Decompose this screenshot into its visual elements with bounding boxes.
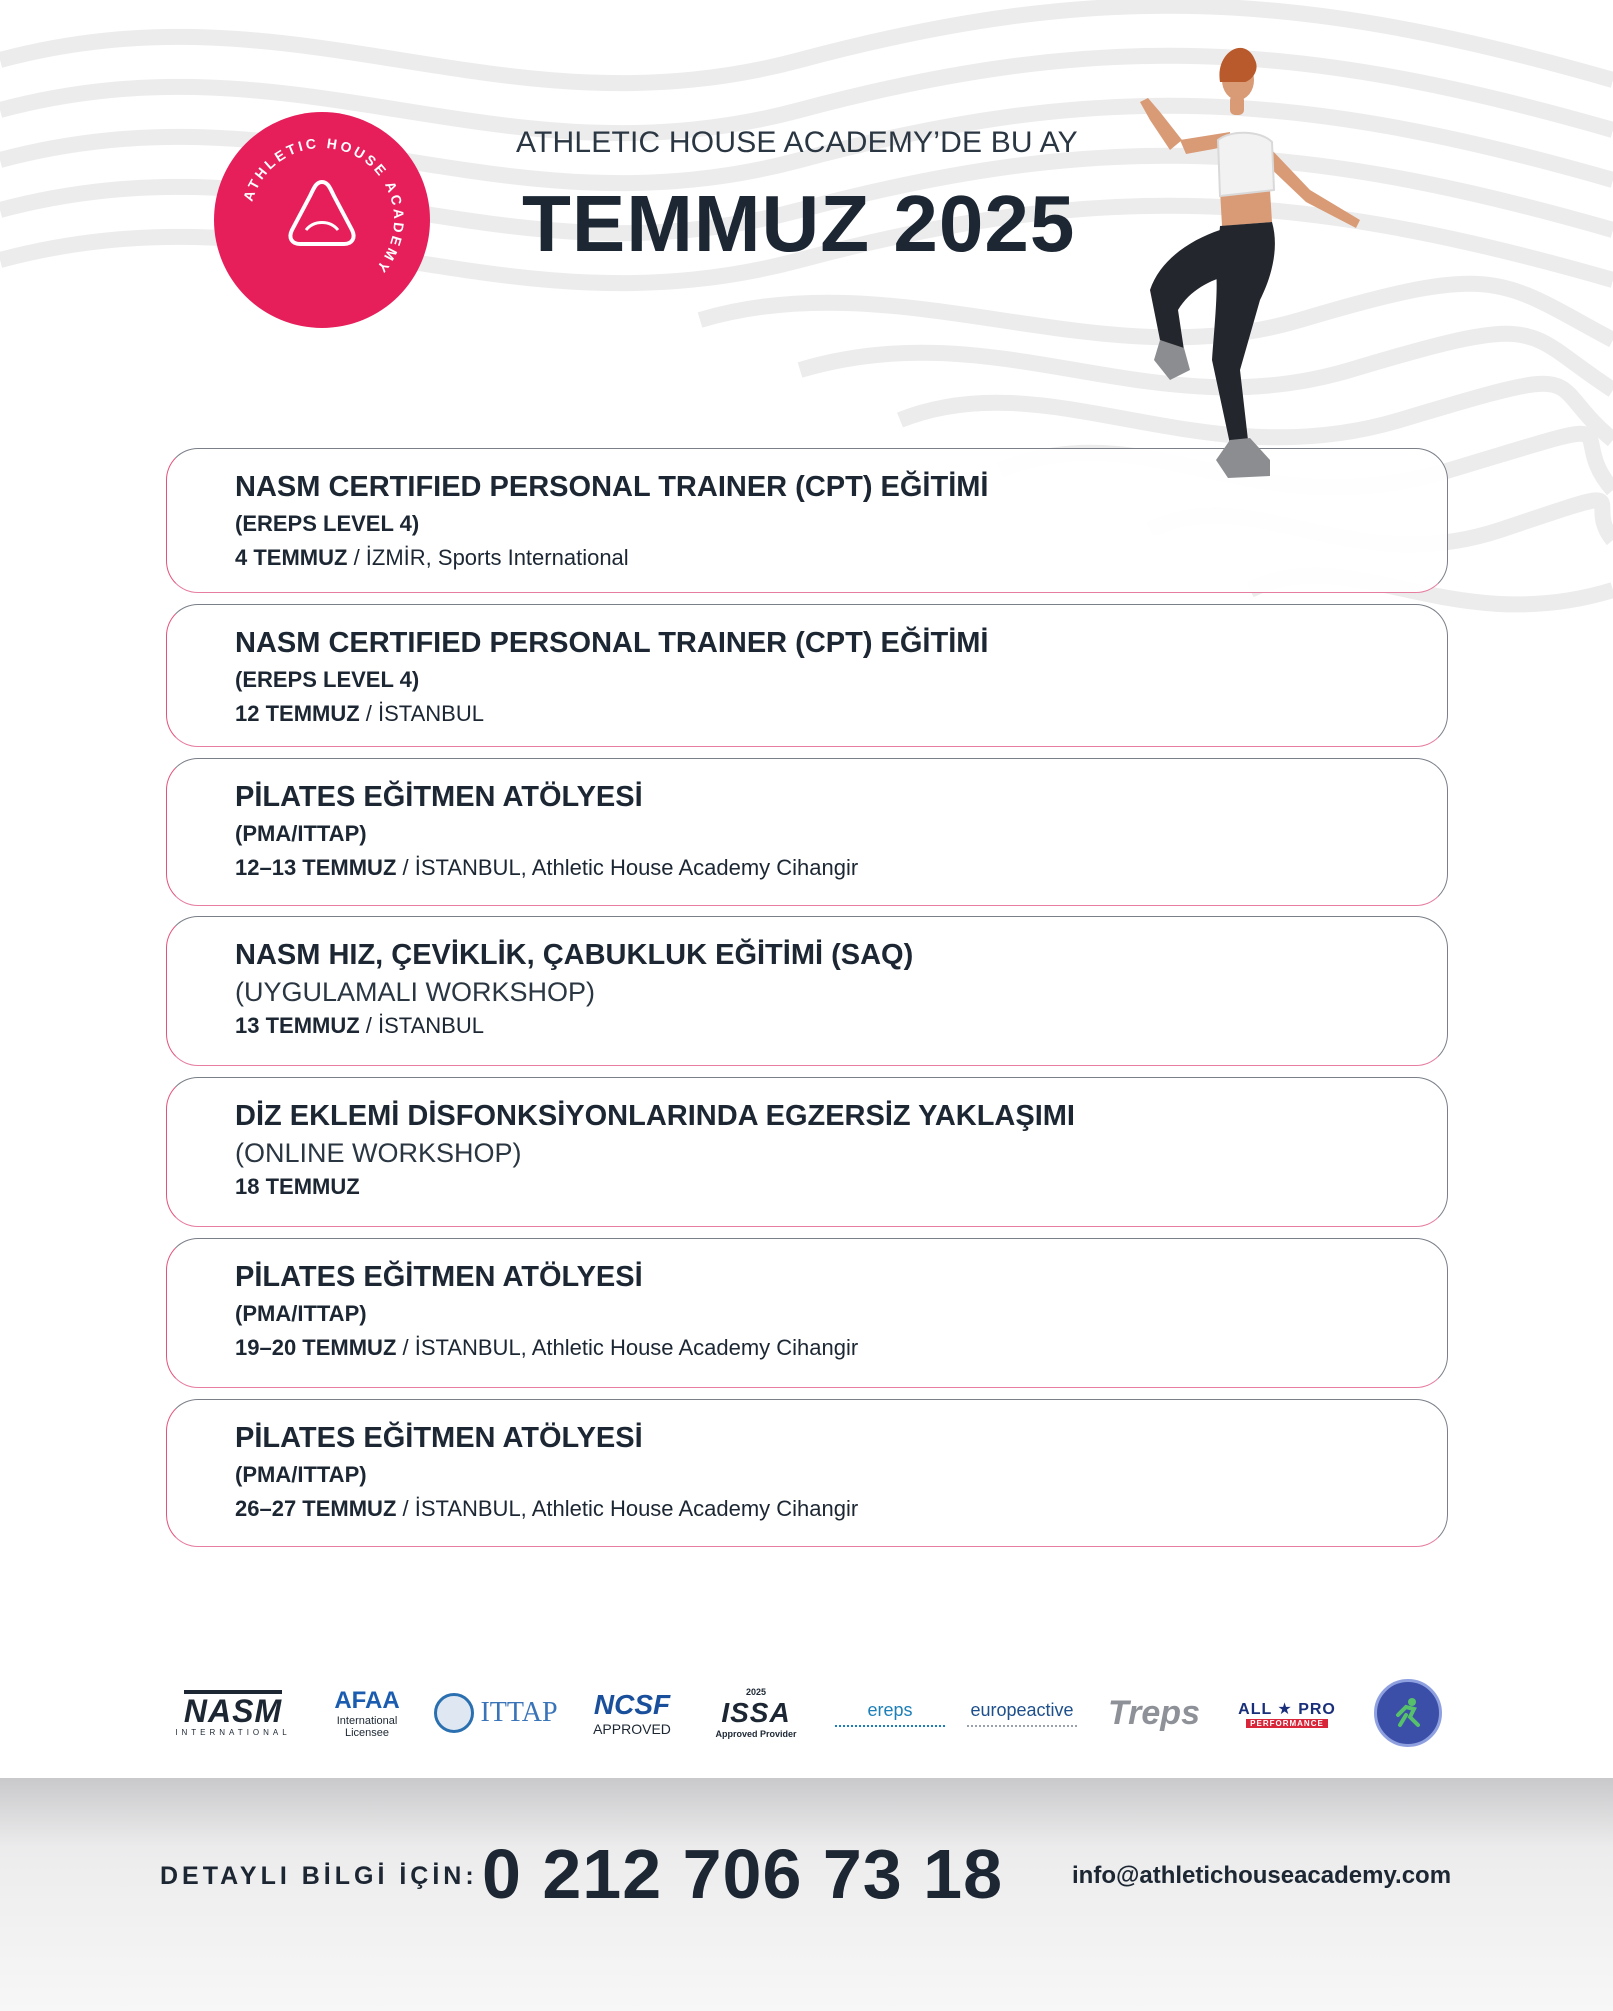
event-subtitle: (PMA/ITTAP) xyxy=(235,821,367,846)
event-title: NASM CERTIFIED PERSONAL TRAINER (CPT) EĞİTİMİ xyxy=(235,627,989,659)
event-card[interactable] xyxy=(166,1238,1448,1388)
svg-text:ATHLETIC HOUSE ACADEMY xyxy=(240,135,408,278)
page-title: TEMMUZ 2025 xyxy=(522,179,1076,268)
logo-text: ATHLETIC HOUSE ACADEMY xyxy=(239,134,408,278)
event-title: PİLATES EĞİTMEN ATÖLYESİ xyxy=(235,1261,643,1293)
event-date-line xyxy=(235,1170,1447,1204)
event-date: 19–20 TEMMUZ xyxy=(235,1335,397,1360)
event-subtitle: (PMA/ITTAP) xyxy=(235,1301,367,1326)
event-date-line xyxy=(235,1009,1447,1043)
partner-logos xyxy=(0,1648,1613,1778)
event-date: 18 TEMMUZ xyxy=(235,1174,360,1199)
contact-email[interactable]: info@athletichouseacademy.com xyxy=(1072,1862,1452,1889)
event-subtitle: (UYGULAMALI WORKSHOP) xyxy=(235,977,596,1007)
event-date-line xyxy=(235,851,1447,885)
contact-phone[interactable]: 0 212 706 73 18 xyxy=(482,1835,1004,1913)
event-location: / İSTANBUL, Athletic House Academy Cihangir xyxy=(396,1335,859,1360)
contact-label: DETAYLI BİLGİ İÇİN: xyxy=(160,1862,478,1890)
ncsf-logo: NCSF APPROVED xyxy=(593,1689,671,1737)
athlete-image xyxy=(1120,40,1520,600)
ereps-logo: ereps xyxy=(830,1648,950,1778)
academy-logo xyxy=(214,112,430,328)
triangle-icon xyxy=(290,182,353,244)
event-card[interactable] xyxy=(166,604,1448,747)
event-card[interactable] xyxy=(166,758,1448,906)
event-date-line xyxy=(235,1492,1447,1526)
event-date-line xyxy=(235,697,1447,731)
ittap-logo: ITTAP xyxy=(428,1648,564,1778)
event-location: / İSTANBUL, Athletic House Academy Cihangir xyxy=(396,1496,859,1521)
event-date-line xyxy=(235,1331,1447,1365)
globe-icon xyxy=(434,1693,474,1733)
runner-icon xyxy=(1390,1695,1426,1731)
event-location: / İSTANBUL xyxy=(359,1013,484,1038)
event-title: NASM HIZ, ÇEVİKLİK, ÇABUKLUK EĞİTİMİ (SAQ) xyxy=(235,939,914,971)
event-card[interactable] xyxy=(166,1399,1448,1547)
event-title: PİLATES EĞİTMEN ATÖLYESİ xyxy=(235,781,643,813)
event-date: 12–13 TEMMUZ xyxy=(235,855,397,880)
association-seal xyxy=(1368,1648,1448,1778)
event-title: NASM CERTIFIED PERSONAL TRAINER (CPT) EĞİTİMİ xyxy=(235,471,989,503)
event-title: DİZ EKLEMİ DİSFONKSİYONLARINDA EGZERSİZ YAKLAŞIMI xyxy=(235,1100,1075,1132)
event-card[interactable] xyxy=(166,1077,1448,1227)
event-location: / İSTANBUL, Athletic House Academy Cihangir xyxy=(396,855,859,880)
allpro-logo: ALL ★ PRO PERFORMANCE xyxy=(1238,1700,1336,1728)
event-title: PİLATES EĞİTMEN ATÖLYESİ xyxy=(235,1422,643,1454)
afaa-logo: AFAA International Licensee xyxy=(334,1687,400,1739)
event-subtitle: (EREPS LEVEL 4) xyxy=(235,667,420,692)
event-date: 13 TEMMUZ xyxy=(235,1013,360,1038)
event-location: / İSTANBUL xyxy=(359,701,484,726)
header-subtitle: ATHLETIC HOUSE ACADEMY’DE BU AY xyxy=(516,126,1078,159)
event-subtitle: (PMA/ITTAP) xyxy=(235,1462,367,1487)
event-date: 26–27 TEMMUZ xyxy=(235,1496,397,1521)
event-card[interactable] xyxy=(166,916,1448,1066)
issa-logo: 2025 ISSA Approved Provider xyxy=(715,1687,797,1739)
event-date: 4 TEMMUZ xyxy=(235,545,348,570)
europeactive-logo: europeactive xyxy=(962,1648,1082,1778)
treps-logo: Treps xyxy=(1108,1693,1200,1732)
event-subtitle: (EREPS LEVEL 4) xyxy=(235,511,420,536)
event-subtitle: (ONLINE WORKSHOP) xyxy=(235,1138,522,1168)
event-location: / İZMİR, Sports International xyxy=(347,545,629,570)
event-date: 12 TEMMUZ xyxy=(235,701,360,726)
nasm-logo: NASM INTERNATIONAL xyxy=(168,1648,298,1778)
